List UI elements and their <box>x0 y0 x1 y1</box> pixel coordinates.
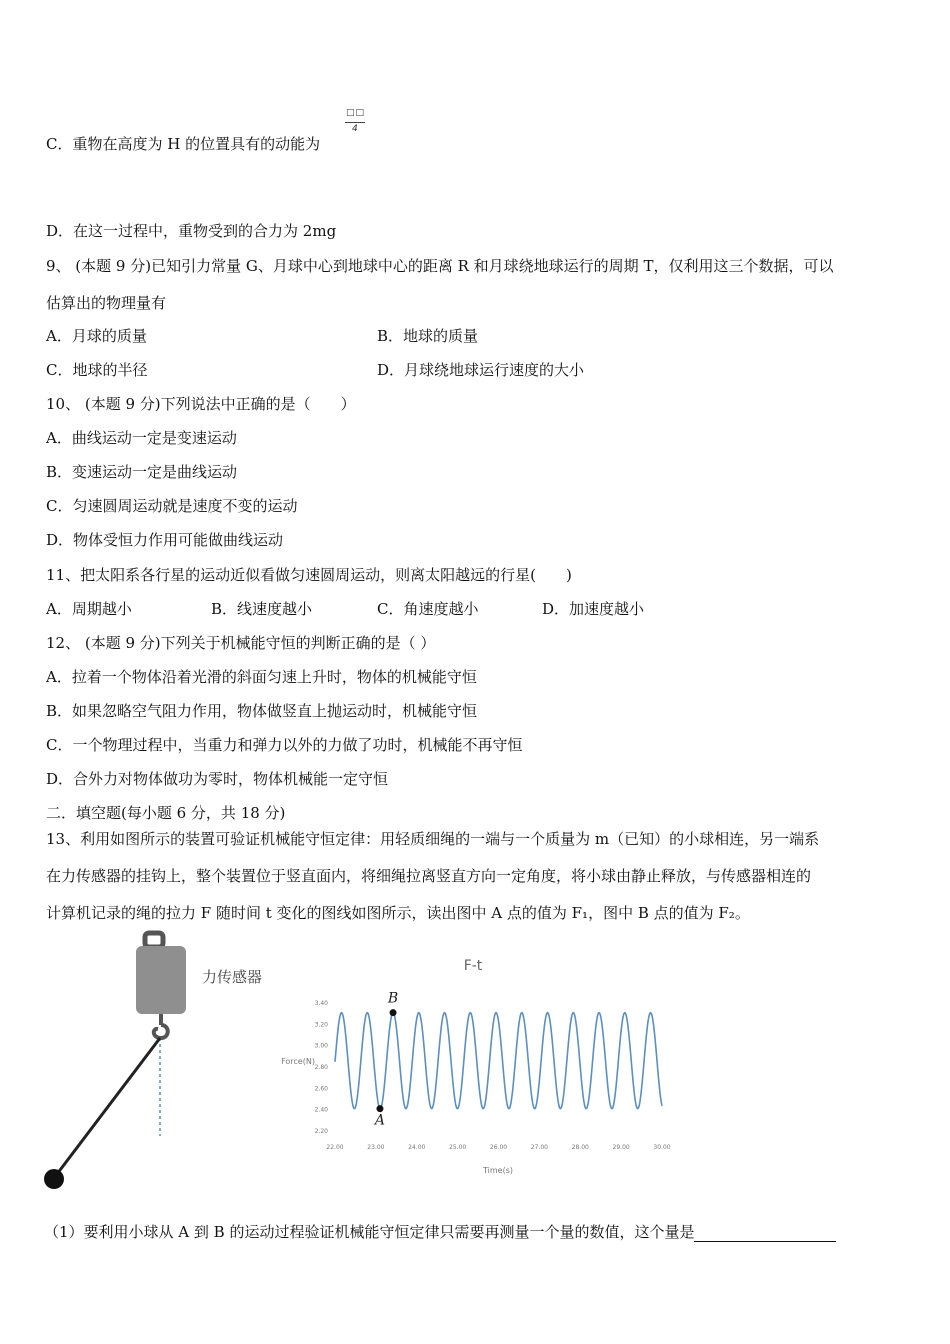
apparatus <box>44 933 262 1189</box>
answer-blank[interactable] <box>694 1225 836 1242</box>
y-tick-label: 3.40 <box>314 1000 328 1007</box>
y-tick-label: 3.20 <box>314 1021 328 1029</box>
q10-option-d: D．物体受恒力作用可能做曲线运动 <box>46 531 284 549</box>
y-tick-label: 2.60 <box>314 1085 328 1093</box>
y-tick-label: 3.00 <box>314 1042 328 1050</box>
y-tick-label: 2.80 <box>314 1064 328 1071</box>
q11-option-b: B．线速度越小 <box>211 600 313 618</box>
x-tick-label: 22.00 <box>326 1144 344 1151</box>
chart-ylabel: Force(N) <box>281 1057 315 1066</box>
force-sensor-body <box>136 946 186 1014</box>
q9-stem-line2: 估算出的物理量有 <box>46 294 167 312</box>
x-tick-label: 27.00 <box>530 1144 548 1151</box>
string <box>54 1038 160 1178</box>
point-a <box>376 1105 383 1112</box>
q9-option-a: A．月球的质量 <box>46 327 147 345</box>
fraction-numerator: □□ <box>346 108 366 118</box>
force-series-line <box>335 1013 662 1109</box>
q10-option-a: A．曲线运动一定是变速运动 <box>46 429 237 447</box>
figure <box>40 928 700 1198</box>
x-tick-label: 25.00 <box>449 1144 467 1151</box>
x-tick-label: 26.00 <box>489 1144 508 1151</box>
q10-option-c: C．匀速圆周运动就是速度不变的运动 <box>46 497 298 515</box>
q10-option-b: B．变速运动一定是曲线运动 <box>46 463 238 481</box>
x-tick-label: 30.00 <box>653 1144 671 1151</box>
section-heading: 二．填空题(每小题 6 分，共 18 分) <box>46 804 286 822</box>
chart-title: F-t <box>463 958 483 974</box>
y-tick-label: 2.20 <box>314 1128 328 1135</box>
x-tick-labels <box>326 1144 670 1151</box>
q12-option-b: B．如果忽略空气阻力作用，物体做竖直上抛运动时，机械能守恒 <box>46 702 478 720</box>
q11-option-d: D．加速度越小 <box>542 600 645 618</box>
q9-stem-line1: 9、 (本题 9 分)已知引力常量 G、月球中心到地球中心的距离 R 和月球绕地球运行的周期 T，仅利用这三个数据，可以 <box>46 257 834 275</box>
y-tick-label: 2.40 <box>314 1106 328 1114</box>
chart-xlabel: Time(s) <box>483 1166 513 1175</box>
q8-option-c: C．重物在高度为 H 的位置具有的动能为 <box>46 135 321 153</box>
fraction-bar <box>345 122 365 123</box>
q12-stem: 12、 (本题 9 分)下列关于机械能守恒的判断正确的是（ ） <box>46 634 436 652</box>
q13-stem-line1: 13、利用如图所示的装置可验证机械能守恒定律：用轻质细绳的一端与一个质量为 m（已知）的小球相连，另一端系 <box>46 830 820 848</box>
fraction-denominator: 4 <box>352 124 358 134</box>
x-tick-label: 24.00 <box>408 1144 426 1151</box>
q13-sub1 <box>44 1222 836 1242</box>
sensor-hanger-ring <box>145 933 163 947</box>
q11-option-a: A．周期越小 <box>46 600 132 618</box>
q13-stem-line3: 计算机记录的绳的拉力 F 随时间 t 变化的图线如图所示，读出图中 A 点的值为 F₁，图中 B 点的值为 F₂。 <box>46 904 750 922</box>
x-tick-label: 29.00 <box>612 1144 630 1151</box>
f-t-chart <box>281 958 671 1175</box>
q9-option-c: C．地球的半径 <box>46 361 148 379</box>
q13-sub1-text: （1）要利用小球从 A 到 B 的运动过程验证机械能守恒定律只需要再测量一个量的数值，这个量是 <box>44 1223 695 1241</box>
q12-option-a: A．拉着一个物体沿着光滑的斜面匀速上升时，物体的机械能守恒 <box>46 668 477 686</box>
ball <box>44 1169 64 1189</box>
sensor-label: 力传感器 <box>202 968 263 986</box>
q8-option-d: D．在这一过程中，重物受到的合力为 2mg <box>46 222 337 240</box>
q9-option-d: D．月球绕地球运行速度的大小 <box>377 361 585 379</box>
x-tick-label: 23.00 <box>367 1144 385 1151</box>
marked-points <box>373 991 398 1129</box>
q9-option-b: B．地球的质量 <box>377 327 479 345</box>
x-tick-label: 28.00 <box>571 1144 589 1151</box>
y-tick-labels <box>315 1000 329 1135</box>
sensor-hook <box>154 1025 168 1038</box>
q11-stem: 11、把太阳系各行星的运动近似看做匀速圆周运动，则离太阳越远的行星( ) <box>46 566 572 584</box>
point-b <box>390 1009 397 1016</box>
point-label-b: B <box>387 990 399 1007</box>
q13-stem-line2: 在力传感器的挂钩上，整个装置位于竖直面内，将细绳拉离竖直方向一定角度，将小球由静止释放，与传感器相连的 <box>46 867 812 885</box>
q10-stem: 10、 (本题 9 分)下列说法中正确的是（ ） <box>46 395 356 413</box>
q12-option-c: C．一个物理过程中，当重力和弹力以外的力做了功时，机械能不再守恒 <box>46 736 523 754</box>
point-label-a: A <box>374 1112 386 1129</box>
q12-option-d: D．合外力对物体做功为零时，物体机械能一定守恒 <box>46 770 389 788</box>
q11-option-c: C．角速度越小 <box>377 600 479 618</box>
